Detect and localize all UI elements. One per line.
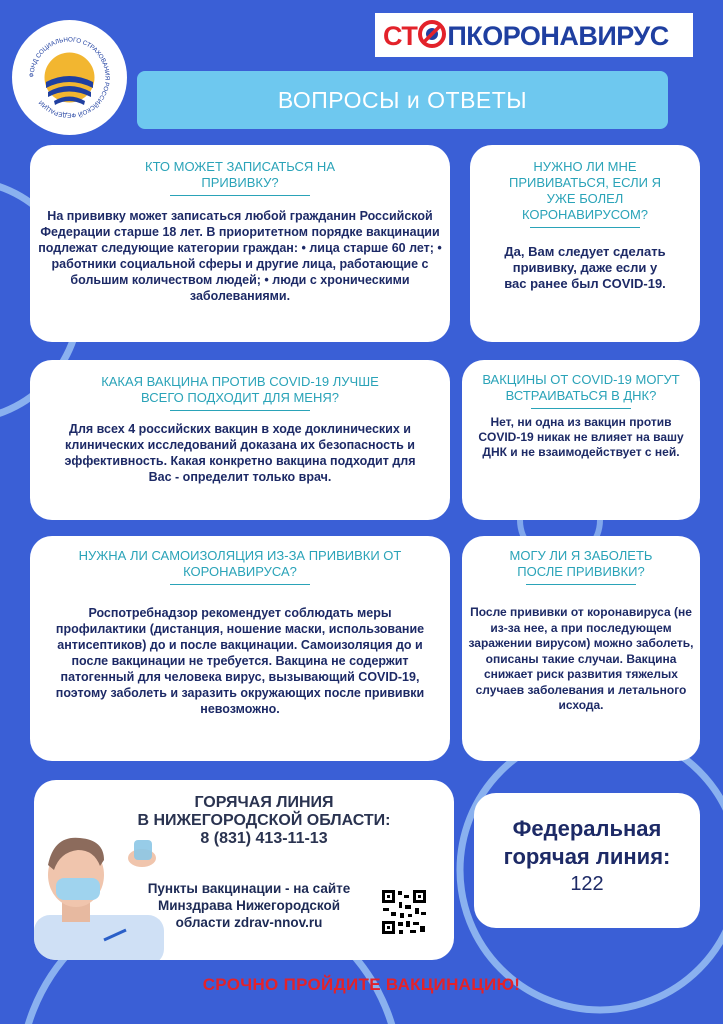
divider [170,410,310,411]
answer-2: Да, Вам следует сделать прививку, даже если у вас ранее был COVID-19. [504,244,666,291]
question-5: НУЖНА ЛИ САМОИЗОЛЯЦИЯ ИЗ-ЗА ПРИВИВКИ ОТ КОРОНАВИРУСА? [78,548,402,579]
federal-hotline-card [474,793,700,928]
divider [530,227,640,228]
question-6: МОГУ ЛИ Я ЗАБОЛЕТЬ ПОСЛЕ ПРИВИВКИ? [509,548,653,579]
regional-hotline-card [34,780,454,960]
fss-emblem-icon [12,20,127,135]
stop-coronavirus-banner [375,13,693,57]
question-4: ВАКЦИНЫ ОТ COVID-19 МОГУТ ВСТРАИВАТЬСЯ В ДНК? [482,372,680,403]
footer-call-to-action: СРОЧНО ПРОЙДИТЕ ВАКЦИНАЦИЮ! [202,975,521,994]
qa-card-6 [462,536,700,761]
answer-1: На прививку может записаться любой гражданин Российской Федерации старше 18 лет. В приоритетном порядке вакцинации подлежат следующие категории граждан: • лица старше 60 лет; • работники социальной сферы и другие лица, работающие с большим количеством людей; • люди с хроническими заболеваниями. [38,209,442,303]
page-title: ВОПРОСЫ и ОТВЕТЫ [137,71,668,129]
divider [531,408,631,409]
answer-5: Роспотребнадзор рекомендует соблюдать меры профилактики (дистанция, ношение маски, использование антисептиков) до и после вакцинации. Самоизоляция до и после вакцинации не требуется. Вакцина не содержит патогенный для человека вирус, вызывающий COVID-19, поэтому заболеть и заразить окружающих после прививки невозможно. [55,606,425,716]
divider [526,584,636,585]
answer-3: Для всех 4 российских вакцин в ходе доклинических и клинических исследований доказана их безопасность и эффективность. Какая конкретно вакцина подходит для Вас - определит только врач. [64,422,416,484]
qa-card-4 [462,360,700,520]
banner-part2: ПКОРОНАВИРУС [447,21,669,51]
virus-stop-icon [417,19,447,49]
question-1: КТО МОЖЕТ ЗАПИСАТЬСЯ НА ПРИВИВКУ? [145,159,335,190]
federal-hotline-line1: Федеральная [512,816,662,841]
qa-card-1 [30,145,450,342]
question-3: КАКАЯ ВАКЦИНА ПРОТИВ COVID-19 ЛУЧШЕ ВСЕГО ПОДХОДИТ ДЛЯ МЕНЯ? [101,374,379,405]
vaccination-sites-line2: Минздрава Нижегородской [157,898,341,913]
doctor-illustration [34,820,164,960]
hotline-title-line1: ГОРЯЧАЯ ЛИНИЯ [194,794,334,811]
banner-part1: СТ [383,21,418,51]
fss-logo [12,20,127,135]
vaccination-sites-line1: Пункты вакцинации - на сайте [147,881,351,896]
answer-4: Нет, ни одна из вакцин против COVID-19 никак не влияет на вашу ДНК и не взаимодействует с ней. [478,415,684,459]
qr-code-icon [380,888,428,936]
svg-text:ФОНД СОЦИАЛЬНОГО СТРАХОВАНИЯ Р: ФОНД СОЦИАЛЬНОГО СТРАХОВАНИЯ РОССИЙСКОЙ ФЕДЕРАЦИИ [28,36,111,119]
divider [170,195,310,196]
qa-card-3 [30,360,450,520]
hotline-phone: 8 (831) 413-11-13 [200,830,328,847]
federal-hotline-line2: горячая линия: [503,844,671,869]
divider [170,584,310,585]
answer-6: После прививки от коронавируса (не из-за нее, а при последующем заражении вирусом) можно заболеть, описаны такие случаи. Вакцина снижает риск развития тяжелых случаев заболевания и летального исхода. [468,605,694,712]
qa-card-2 [470,145,700,342]
qa-card-5 [30,536,450,761]
hotline-title-line2: В НИЖЕГОРОДСКОЙ ОБЛАСТИ: [137,812,391,829]
vaccination-sites-line3: области zdrav-nnov.ru [175,915,323,930]
federal-hotline-number: 122 [570,873,604,895]
question-2: НУЖНО ЛИ МНЕ ПРИВИВАТЬСЯ, ЕСЛИ Я УЖЕ БОЛЕЛ КОРОНАВИРУСОМ? [509,159,661,222]
